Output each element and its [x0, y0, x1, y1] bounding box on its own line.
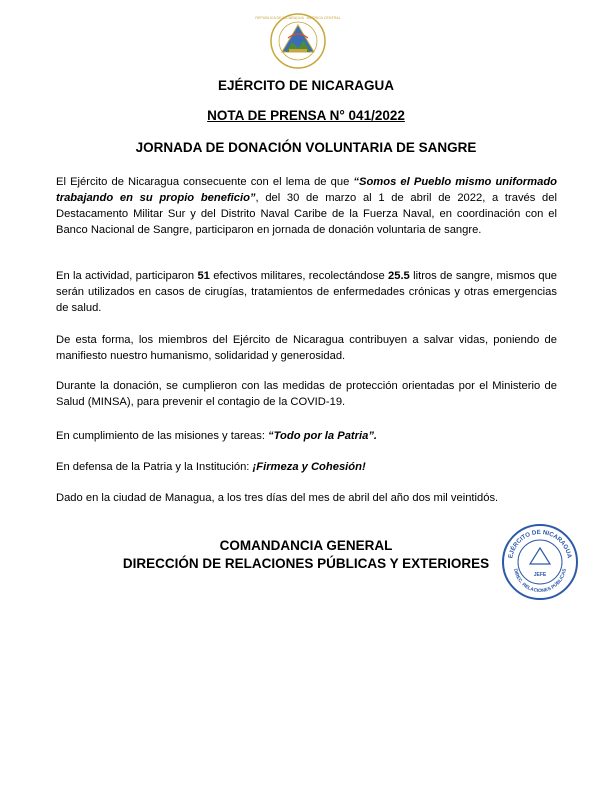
participant-count: 51	[197, 270, 210, 282]
signature-line-2: DIRECCIÓN DE RELACIONES PÚBLICAS Y EXTERIORES	[122, 556, 490, 571]
missions-text: En cumplimiento de las misiones y tareas:	[56, 430, 269, 442]
stamp-center-text: JEFE	[533, 572, 547, 578]
activity-text-a: En la actividad, participaron	[56, 270, 198, 282]
intro-text-a: El Ejército de Nicaragua consecuente con el lema de que	[56, 176, 354, 188]
press-note-number: NOTA DE PRENSA N° 041/2022	[207, 108, 405, 123]
paragraph-date: Dado en la ciudad de Managua, a los tres días del mes de abril del año dos mil veintidós.	[56, 492, 499, 504]
stamp-bottom-text: DIREC. RELACIONES PÚBLICAS	[512, 568, 568, 595]
activity-text-b: efectivos militares, recolectándose	[209, 270, 388, 282]
paragraph-missions	[56, 428, 557, 444]
activity-text-c: litros de sangre, mismos que serán utilizados en casos de cirugías, tratamientos de enfermedades crónicas y otras emergencias de salud.	[56, 270, 558, 314]
defense-motto: ¡Firmeza y Cohesión!	[252, 461, 366, 473]
organization-name: EJÉRCITO DE NICARAGUA	[217, 78, 395, 93]
liters-collected: 25.5	[388, 270, 410, 282]
defense-text: En defensa de la Patria y la Institución:	[56, 461, 253, 473]
missions-motto: “Todo por la Patria”.	[268, 430, 378, 442]
paragraph-defense	[56, 459, 557, 475]
intro-text-b: , del 30 de marzo al 1 de abril de 2022, a través del Destacamento Militar Sur y del Distrito Naval Caribe de la Fuerza Naval, en coordinación con el Banco Nacional de Sangre, participaron en jornada de donación voluntaria de sangre.	[56, 192, 557, 236]
paragraph-contribution: De esta forma, los miembros del Ejército de Nicaragua contribuyen a salvar vidas, poniendo de manifiesto nuestro humanismo, solidaridad y generosidad.	[56, 334, 557, 362]
press-release-title: JORNADA DE DONACIÓN VOLUNTARIA DE SANGRE	[135, 140, 477, 155]
national-seal-icon	[255, 12, 341, 70]
paragraph-protection-measures: Durante la donación, se cumplieron con las medidas de protección orientadas por el Ministerio de Salud (MINSA), para prevenir el contagio de la COVID-19.	[56, 380, 557, 408]
paragraph-activity	[56, 268, 557, 316]
stamp-top-text: EJÉRCITO DE NICARAGUA	[507, 528, 573, 559]
seal-text: REPÚBLICA DE NICARAGUA · AMÉRICA CENTRAL	[255, 16, 341, 20]
institutional-motto: “Somos el Pueblo mismo uniformado trabajando en su propio beneficio”	[56, 176, 557, 204]
signature-line-1: COMANDANCIA GENERAL	[219, 538, 393, 553]
paragraph-intro	[56, 174, 557, 238]
official-stamp-icon	[500, 522, 580, 602]
